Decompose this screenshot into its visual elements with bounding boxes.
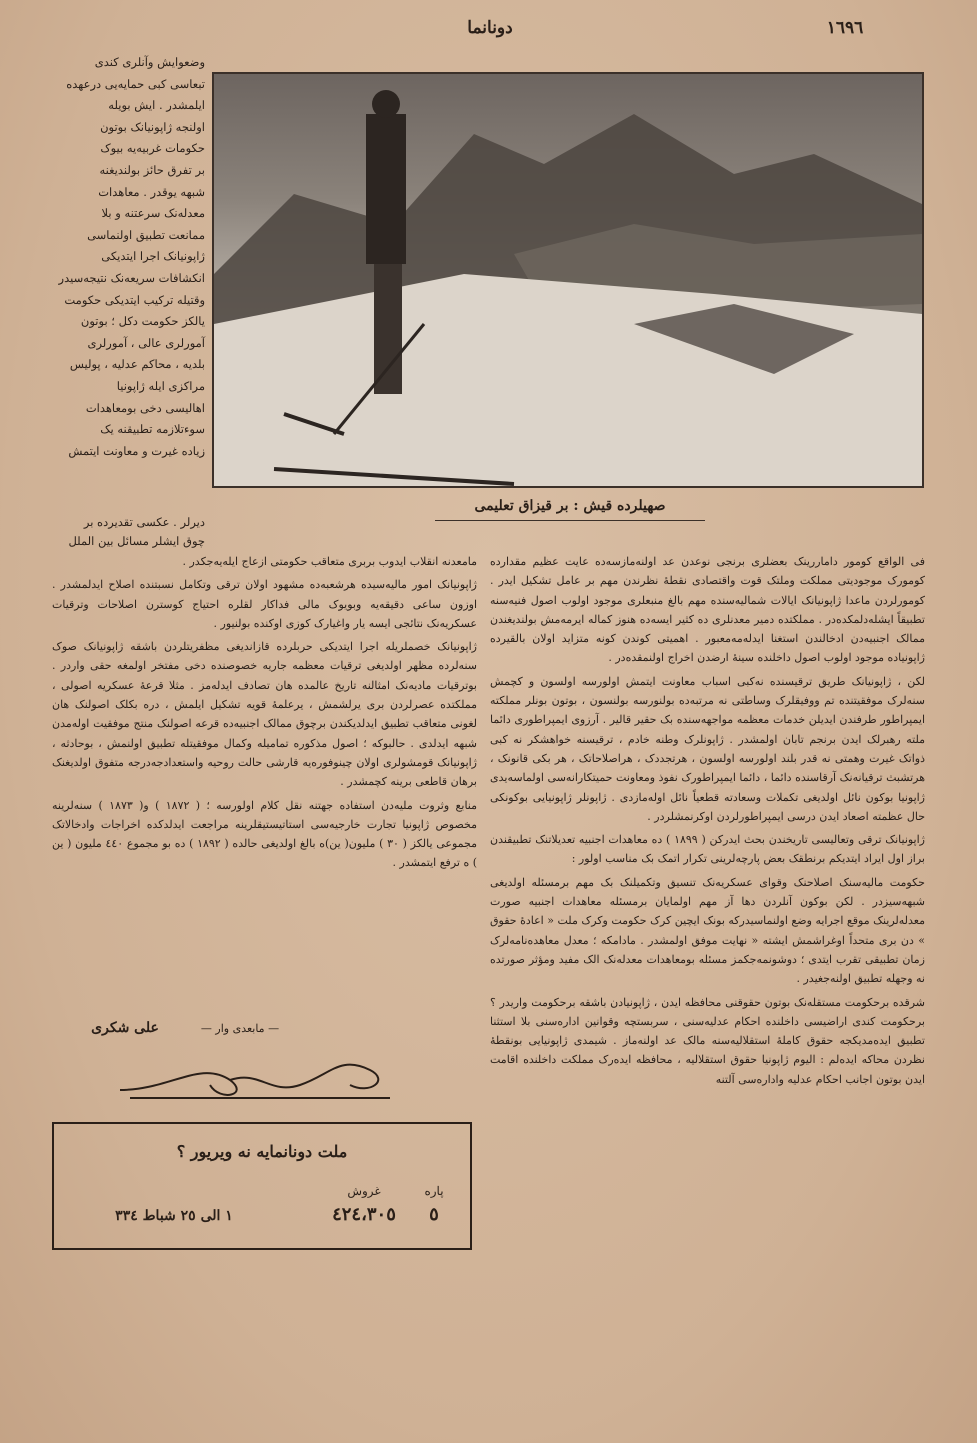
date-range: ١ الی ٢٥ شباط ٣٣٤ — [115, 1208, 233, 1224]
column-line: اهالیسی دخی بومعاهدات — [85, 400, 205, 415]
column-line: آمورلری عالی ، آمورلری — [87, 335, 205, 350]
column-line: ایلمشدر . ایش بویلە — [108, 98, 205, 113]
para-value: ٥ — [429, 1204, 439, 1225]
article-paragraph: حکومت مالیەسنک اصلاحنک وقوای عسکریەنک تنسیق وتکمیلنک بک مهم برمسئلە اولدیغی شبهەسیزدر . لکن بوکون آنلردن دها آز مهم اولمایان برمسئلە معاهدات اجنبیە صورت معدلەلرینک موقع اجرایە وضع اولنماسیدرکە بونک ایچین کرک حکومت وکرک ملت « اعادهٔ حقوق » دن بری متحداً اوغراشمش ایشتە « نهایت موفق اولمشدر . مادامکە ؛ معدل معاهدەنامەلرک زمان تطبیقی تقرب ایتدی ؛ دوشونمەجکمز مسئلە بومعاهدات معدلەنک الک مفید ومؤثر صورتدە نە وجهلە تطبیق اولنەجغیدر . — [490, 875, 925, 986]
column-line: تبعاسی کبی حمایەیی درعهدە — [66, 76, 205, 91]
column-line: وضعوایش وآنلری کندی — [94, 55, 205, 69]
continued-note: — مابعدی وار — — [200, 1022, 280, 1035]
column-line: بر تفرق حائز بولندیغنە — [99, 162, 205, 177]
left-narrow-column — [40, 52, 205, 462]
column-line: حکومات غربیەیە بیوک — [100, 141, 205, 156]
column-line: شبهە یوقدر . معاهدات — [98, 184, 205, 199]
author-signature: علی شکری — [91, 1020, 159, 1036]
page-header — [0, 14, 977, 44]
article-column-right — [490, 552, 925, 1093]
donation-title: ملت دونانمایە نە ویریور ؟ — [176, 1142, 348, 1161]
article-paragraph: ژاپونیانک ترقی وتعالیسی تاریخندن بحث ایدرکن ( ١٨٩٩ ) دە معاهدات اجنبیە تعدیلاتنک تطبیقندن براز اول ایراد ایتدیکم برنطقک بعض پارچەلرینی تکرار اتمک بک مناسب اولور : — [490, 833, 925, 866]
article-paragraph: ژاپونیانک امور مالیەسیدە هرشعبەدە مشهود اولان ترقی وتکامل نسبتندە اصلاح ایدلمشدر . اوزون ساعی دقیقەیە وبویوک مالی فداکار لقلرە احتیاج کوسترن اصلاحات وترقیات عسکریەنک نتائجی ایسە یار واغیارک کوزی اوکندە بولنیور . — [52, 578, 477, 630]
column-line: ژاپونیانک اجرا ایتدیکی — [101, 249, 205, 264]
article-paragraph: شرقدە برحکومت مستقلەنک بوتون حقوقنی محافظە ایدن ، ژاپونیادن باشقە برحکومت واریدر ؟ برحکومت کندی اراضیسی داخلندە احکام عدلیەسنی ، سربستچە وقوانین ادارەسنی بلا استثنا تطبیق ایدەمدیکجە حقوق کاملۀ استقلالیەسنە مالک عد اولنەماز . شیمدی ژاپونیایی بونقطهٔ نظردن محاکە ایدەلم : الیوم ژاپونیا حقوق استقلالیە ، محافظە ایدەرک مملکت داخلندە اقامت ایدن بوتون اجانب احکام عدلیە وادارەسی آلتنە — [490, 995, 925, 1086]
photo-skier-in-snow — [212, 72, 924, 488]
article-paragraph: ژاپونیانک خصملریلە اجرا ایتدیکی حربلردە قازاندیغی مظفریتلردن باشقە ژاپونیانک صوک سنەلردە مظهر اولدیغی ترقیات معظمە جاریە خصوصندە دخی مفتخر اولمغە حقی واردر . بوترقیات مادیەنک امثالنە تاریخ عالمدە هان تصادف ایدلەمز . مثلا قرعهٔ عسکریە اصولی ، مملکتدە عصرلردن بری یرلشمش ، یرعلمهٔ قویە تشکیل ایلمش ، دره بکلک اصولنک هان لغونی متعاقب تطبیق ایدلدیکندن برچوق ممالک اجنبیەدە قرعە اصولنک منتج موفقیت اولەمدن شبهە ایدلدی . حالبوکە ؛ اصول مذکورە تمامیلە وکمال موفقیتلە تطبیق اولنمش ، بوحادثە ، ژاپونیانک قومشولری اولان چینوفورەیە قارشی حالت روحیە واستعدادجەدرجە متفوق اولدیغنک برهان قاطعی برینە کچمشدر . — [52, 640, 477, 789]
article-paragraph: فی الواقع کومور داماررینک بعضلری برنجی نوعدن عد اولنەمازسەدە عایت عظیم مقداردە کومورک موجودیتی مملکت وملتک قوت واقتصادی نقطۀ نظرندن مهم بر عامل تشکیل ایدر . کومورلردن ماعدا ژاپونیانک ایالات شمالیەسندە مهم بالغ منبعلری موجود اولوب اصول فنیەسنە تطبیقاً ایشلەدلمکدەدر . مملکتدە دمیر معدنلری دە کثیر ایسەدە هنوز کماله ایرمەمش بولندیغندن ممالک اجنبیەدن ادخالندن استغنا ایدلەمەمعبور . اهمیتی کوندن کونە متزاید اولان بالقیردە ژاپونیادە موجود اولوب اصول داخلندە سینهٔ ارضدن اخراج اولنمقدەدر . — [490, 555, 925, 665]
column-line: چوق ایشلر مسائل بین الملل — [68, 534, 205, 548]
article-paragraph: مامعدنە انقلاب ایدوب بربری متعاقب حکومتی ازعاج ایلەیەجکدر . — [182, 555, 477, 568]
article-column-left — [52, 552, 477, 877]
photo-caption: صهیلردە قیش : بر قیزاق تعلیمی — [474, 498, 666, 514]
masthead-title: دونانما — [467, 18, 513, 38]
kurus-value: ٤٢٤،٣٠٥ — [332, 1204, 396, 1225]
article-paragraph: منابع وثروت ملیەدن استفادە جهتنە نقل کلام اولورسە ؛ ( ١٨٧٢ ) و( ١٨٧٣ ) سنەلرینە مخصوص ژاپونیا تجارت خارجیەسی استاتیستیقلرینە مراجعت ایدلدکدە اخراجات وادخالاتک مجموعی یالکز ( ٣٠ ) ملیون( ین)ە بالغ اولدیغی حالدە ( ١٨٩٢ ) دە بو مجموع ٤٤٠ ملیون ( ین ) ە ترفع ایتمشدر . — [52, 798, 478, 870]
column-line: بلدیە ، محاکم عدلیە ، پولیس — [69, 357, 205, 372]
column-line: وقتیلە ترکیب ایتدیکی حکومت — [64, 292, 205, 307]
left-narrow-column-tail — [40, 513, 205, 551]
column-line: یالکز حکومت دکل ؛ بوتون — [80, 314, 205, 329]
column-line: دیرلر . عکسی تقدیردە بر — [83, 515, 205, 529]
column-line: اولنجە ژاپونیانک بوتون — [100, 119, 205, 134]
column-line: ممانعت تطبیق اولنماسی — [87, 227, 205, 242]
column-line: زیادە غیرت و معاونت ایتمش — [68, 443, 205, 458]
col-header-kurus: غروش — [347, 1184, 381, 1198]
column-line: انکشافات سریعەنک نتیجەسیدر — [58, 270, 205, 285]
column-line: مراکزی ایلە ژاپونیا — [116, 378, 205, 393]
column-line: معدلەنک سرعتنە و بلا — [101, 206, 205, 221]
caption-divider — [435, 520, 705, 521]
photo-illustration — [214, 74, 922, 486]
donation-box — [52, 1122, 472, 1250]
article-paragraph: لکن ، ژاپونیانک طریق ترقیسندە نەکبی اسباب معاونت ایتمش اولورسە اولسون و کچمش سنەلرک موفقیتندە تم ووفیقلرک وساطتی نە مرتبەدە بولنورسە بولنسون ، بوتون بونلر مملکتە ایمپراطور طرفندن ایدیلن خدمات معظمە مواجهەسندە بک حقیر قالیر . آرزوی ایمپراطوری دائما ملتە رهبرلک ایدن برنجم تابان اولمشدر . ژاپونلرک وطنە خادم ، ترقیسنە خواهشکر نە کبی ذواتک غیرت وهمتی نە قدر بلند اولورسە اولسون ، هرتجددک ، هراصلاحاتک ، هر بکی قانونک ، هرتشبث ترقیانەنک آرقاسندە دائما ، دائما ایمپراطورک نفوذ ومعاونت حمیتکارانەسی اولماسەیدی ژاپونیا بوکون نائل اولدیغی تکملات وسعادتە قطعیاً نائل اولەمازدی . ژاپونلر ژاپونیایی بوکونکی حال عظمتە اصعاد ایدن درسی ایمپراطورلردن اوکرنمشلردر . — [490, 674, 925, 823]
decorative-flourish-icon — [110, 1050, 410, 1105]
page-number: ١٦٩٦ — [826, 18, 864, 38]
col-header-para: پارە — [424, 1184, 444, 1198]
column-line: سوءتلازمە تطبیقنە یک — [100, 422, 205, 437]
